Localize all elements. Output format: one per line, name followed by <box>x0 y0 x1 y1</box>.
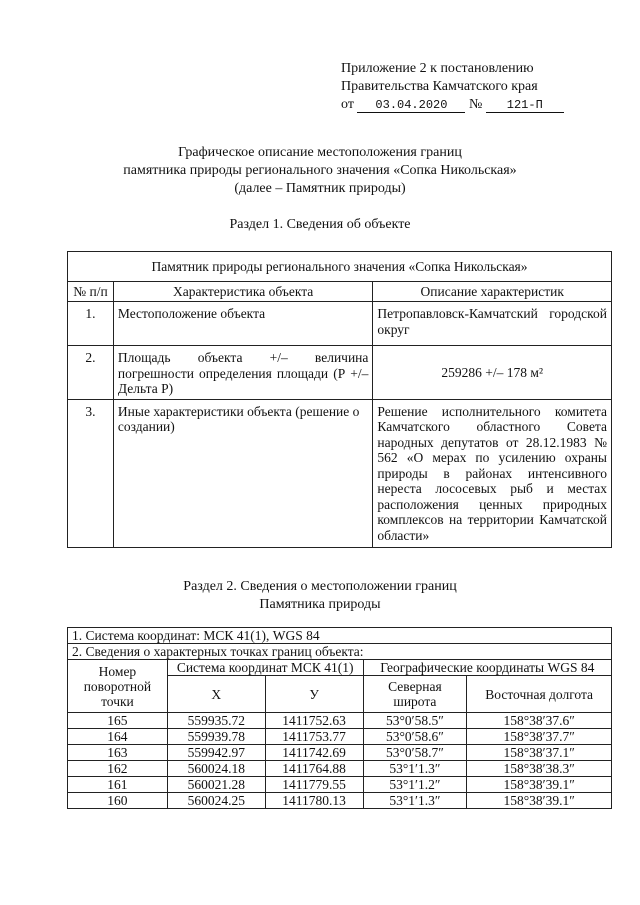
points-intro-row <box>68 644 612 660</box>
table-title: Памятник природы регионального значения «Сопка Никольская» <box>68 252 612 282</box>
row-num: 1. <box>68 302 114 346</box>
point-lat: 53°1′1.2″ <box>363 777 467 793</box>
document-title <box>0 144 640 198</box>
title-line-3: (далее – Памятник природы) <box>234 181 406 196</box>
appendix-line-2: Правительства Камчатского края <box>341 79 538 94</box>
appendix-block <box>341 60 564 114</box>
table-header-row <box>68 281 612 302</box>
header-lat: Северная широта <box>363 676 467 713</box>
point-lat: 53°1′1.3″ <box>363 761 467 777</box>
object-info-table <box>67 251 612 548</box>
point-id: 161 <box>68 777 168 793</box>
table-row <box>68 777 612 793</box>
appendix-line-1: Приложение 2 к постановлению <box>341 61 534 76</box>
table-row <box>68 302 612 346</box>
table-row <box>68 761 612 777</box>
points-intro: 2. Сведения о характерных точках границ объекта: <box>68 644 612 660</box>
point-x: 559942.97 <box>167 745 265 761</box>
point-x: 560021.28 <box>167 777 265 793</box>
point-lat: 53°1′1.3″ <box>363 793 467 809</box>
section1-heading: Раздел 1. Сведения об объекте <box>229 217 411 232</box>
row-characteristic: Площадь объекта +/– величина погрешности определения площади (Р +/– Дельта Р) <box>113 346 373 400</box>
coordinate-system-row <box>68 628 612 644</box>
point-lon: 158°38′39.1″ <box>467 777 612 793</box>
title-line-1: Графическое описание местоположения границ <box>178 145 462 160</box>
point-x: 559935.72 <box>167 713 265 729</box>
number-label: № <box>468 97 483 112</box>
row-description: Решение исполнительного комитета Камчатского областного Совета народных депутатов от 28.12.1983 № 562 «О мерах по усилению охраны природы в районах интенсивного нереста лососевых рыб и местах расположения ценных природных комплексов на территории Камчатской области» <box>373 399 612 548</box>
point-id: 165 <box>68 713 168 729</box>
row-characteristic: Местоположение объекта <box>113 302 373 346</box>
point-lon: 158°38′37.7″ <box>467 729 612 745</box>
header-geo: Географические координаты WGS 84 <box>363 660 611 676</box>
boundary-points-table <box>67 627 612 809</box>
header-msk: Система координат МСК 41(1) <box>167 660 363 676</box>
point-y: 1411742.69 <box>265 745 363 761</box>
row-num: 3. <box>68 399 114 548</box>
point-x: 560024.18 <box>167 761 265 777</box>
point-id: 160 <box>68 793 168 809</box>
point-x: 559939.78 <box>167 729 265 745</box>
table-header-row <box>68 660 612 676</box>
point-id: 162 <box>68 761 168 777</box>
section2-heading-line-2: Памятника природы <box>259 597 381 612</box>
point-lon: 158°38′37.6″ <box>467 713 612 729</box>
header-x: Х <box>167 676 265 713</box>
header-num: № п/п <box>68 281 114 302</box>
header-lon: Восточная долгота <box>467 676 612 713</box>
point-y: 1411764.88 <box>265 761 363 777</box>
point-lat: 53°0′58.7″ <box>363 745 467 761</box>
point-id: 163 <box>68 745 168 761</box>
point-lon: 158°38′39.1″ <box>467 793 612 809</box>
point-lat: 53°0′58.6″ <box>363 729 467 745</box>
resolution-date: 03.04.2020 <box>357 98 465 113</box>
point-y: 1411780.13 <box>265 793 363 809</box>
row-num: 2. <box>68 346 114 400</box>
header-description: Описание характеристик <box>373 281 612 302</box>
header-y: У <box>265 676 363 713</box>
appendix-date-line <box>341 96 564 114</box>
row-characteristic: Иные характеристики объекта (решение о создании) <box>113 399 373 548</box>
point-lat: 53°0′58.5″ <box>363 713 467 729</box>
table-row <box>68 793 612 809</box>
point-y: 1411779.55 <box>265 777 363 793</box>
coordinate-system: 1. Система координат: МСК 41(1), WGS 84 <box>68 628 612 644</box>
point-lon: 158°38′38.3″ <box>467 761 612 777</box>
table-row <box>68 745 612 761</box>
point-x: 560024.25 <box>167 793 265 809</box>
point-id: 164 <box>68 729 168 745</box>
point-y: 1411753.77 <box>265 729 363 745</box>
table-row <box>68 346 612 400</box>
section2-heading-line-1: Раздел 2. Сведения о местоположении границ <box>183 579 457 594</box>
section2-heading <box>0 578 640 614</box>
resolution-number: 121-П <box>486 98 564 113</box>
title-line-2: памятника природы регионального значения «Сопка Никольская» <box>123 163 517 178</box>
point-lon: 158°38′37.1″ <box>467 745 612 761</box>
from-label: от <box>341 97 354 112</box>
row-description: 259286 +/– 178 м² <box>373 346 612 400</box>
point-y: 1411752.63 <box>265 713 363 729</box>
table-row <box>68 399 612 548</box>
table-row <box>68 713 612 729</box>
header-characteristic: Характеристика объекта <box>113 281 373 302</box>
row-description: Петропавловск-Камчатский городской округ <box>373 302 612 346</box>
table-row <box>68 729 612 745</box>
header-point-number: Номер поворотной точки <box>68 660 168 713</box>
table-title-row <box>68 252 612 282</box>
